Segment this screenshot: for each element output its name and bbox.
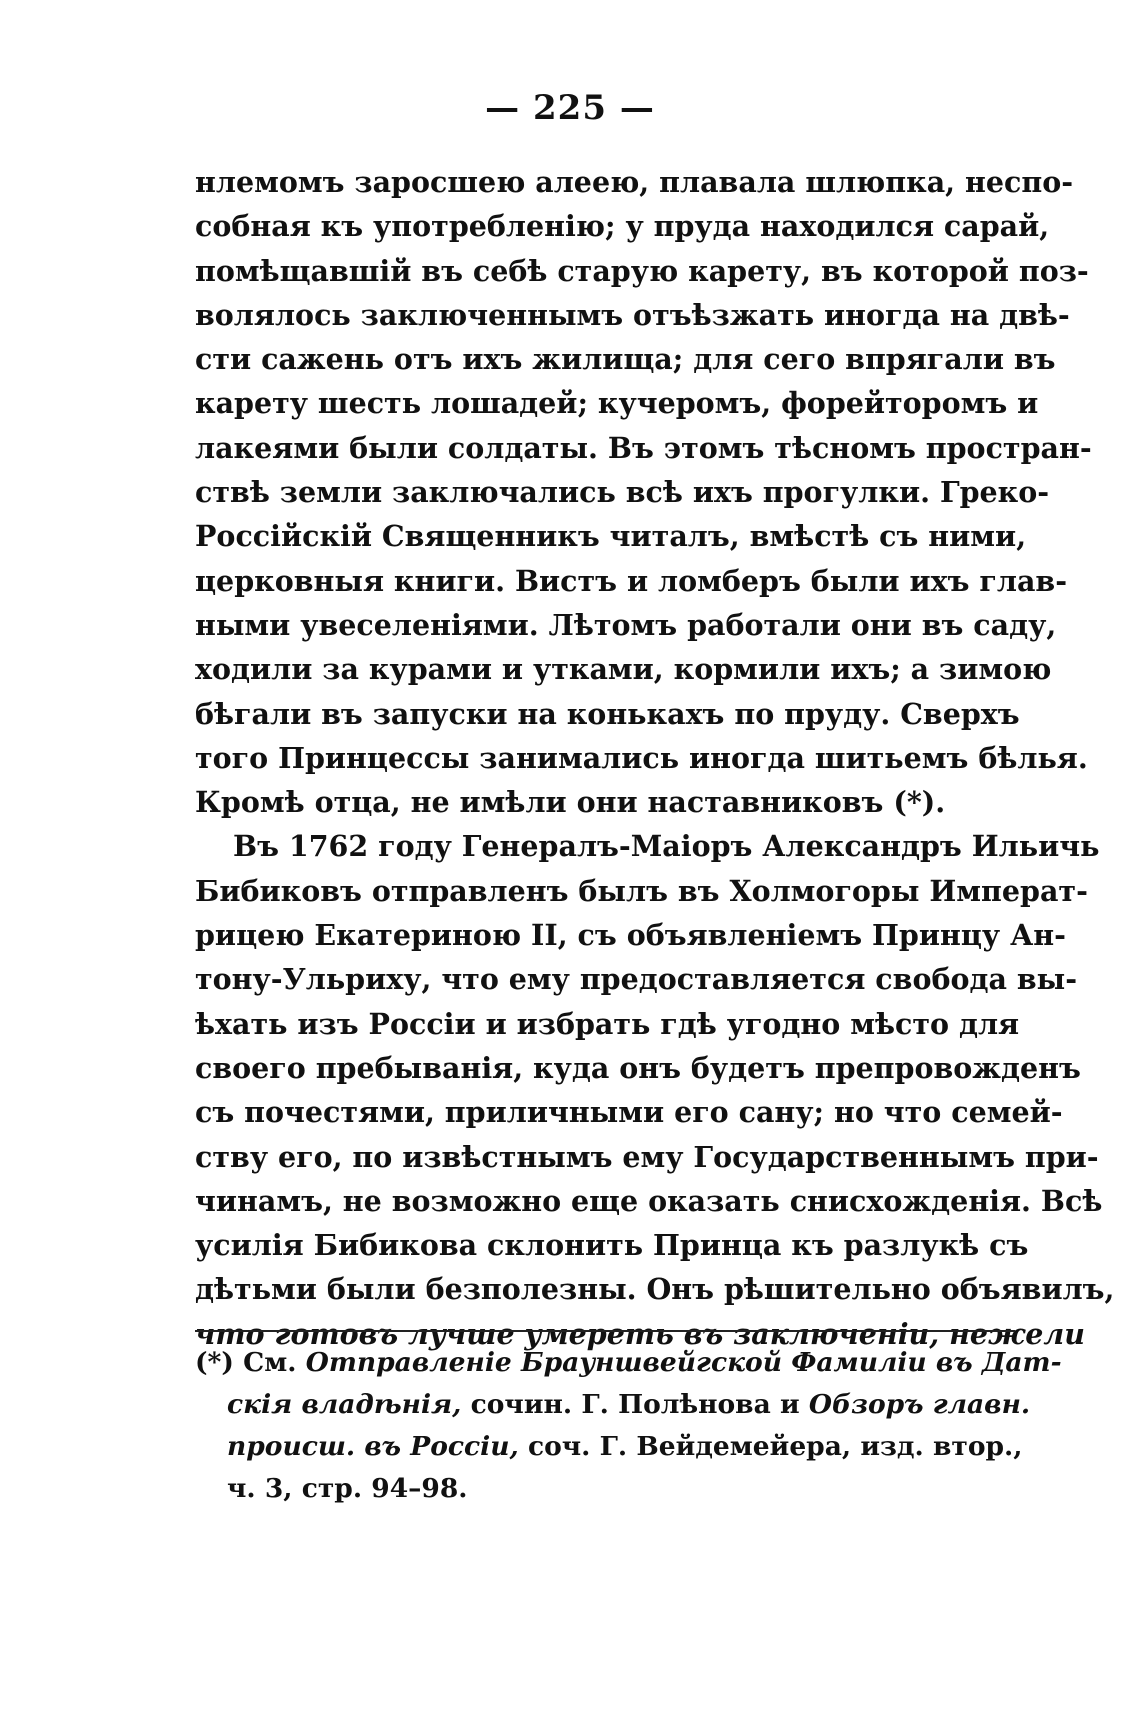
text-line: ными увеселеніями. Лѣтомъ работали они въ саду, xyxy=(195,607,1057,642)
text-line: лакеями были солдаты. Въ этомъ тѣсномъ простран- xyxy=(195,430,1092,465)
footnote-text: соч. Г. Вейдемейера, изд. втор., xyxy=(527,1431,1023,1462)
text-line: нлемомъ заросшею алеею, плавала шлюпка, неспо- xyxy=(195,165,1074,199)
footnote xyxy=(195,1342,1062,1510)
text-line: съ почестями, приличными его сану; но что семей- xyxy=(195,1095,1063,1130)
text-line: чинамъ, не возможно еще оказать снисхожденія. Всѣ xyxy=(195,1183,1103,1218)
paragraph-start-line: Въ 1762 году Генералъ-Маіоръ Александръ Ильичь xyxy=(233,829,1100,864)
text-line: церковныя книги. Вистъ и ломберъ были ихъ глав- xyxy=(195,563,1068,598)
footnote-divider xyxy=(195,1330,1015,1332)
text-line: того Принцессы занимались иногда шитьемъ бѣлья. xyxy=(195,740,1088,775)
text-line: бѣгали въ запуски на конькахъ по пруду. Сверхъ xyxy=(195,696,1020,731)
text-line: помѣщавшій въ себѣ старую карету, въ которой поз- xyxy=(195,253,1089,288)
text-line: усилія Бибикова склонить Принца къ разлукѣ съ xyxy=(195,1228,1029,1263)
footnote-title-cont: скія владѣнія, xyxy=(227,1389,462,1420)
text-line: собная къ употребленію; у пруда находился сарай, xyxy=(195,209,1050,244)
text-line: Россійскій Священникъ читалъ, вмѣстѣ съ ними, xyxy=(195,519,1027,554)
footnote-title-2: Обзоръ главн. xyxy=(808,1389,1031,1420)
text-line: дѣтьми были безполезны. Онъ рѣшительно объявилъ, xyxy=(195,1272,1115,1307)
text-line: ствѣ земли заключались всѣ ихъ прогулки. Греко- xyxy=(195,475,1050,510)
body-text xyxy=(195,160,1115,1356)
text-line: тону-Ульриху, что ему предоставляется свобода вы- xyxy=(195,962,1078,997)
footnote-line xyxy=(195,1384,1031,1426)
footnote-title-2-cont: происш. въ Россіи, xyxy=(227,1431,519,1462)
italic-text-line: что готовъ лучше умереть въ заключеніи, нежели xyxy=(195,1316,1085,1351)
footnote-abbrev: См. xyxy=(243,1347,297,1378)
text-line: волялось заключеннымъ отъѣзжать иногда на двѣ- xyxy=(195,297,1070,332)
footnote-marker: (*) xyxy=(195,1347,234,1378)
text-line: рицею Екатериною II, съ объявленіемъ Принцу Ан- xyxy=(195,918,1066,953)
paragraph-end-line: Кромѣ отца, не имѣли они наставниковъ (*). xyxy=(195,785,946,820)
footnote-title: Отправленіе Брауншвейгской Фамиліи въ Дат- xyxy=(305,1347,1062,1378)
text-line: ству его, по извѣстнымъ ему Государственнымъ при- xyxy=(195,1139,1099,1174)
footnote-text: сочин. Г. Полѣнова и xyxy=(470,1389,800,1420)
text-line: ходили за курами и утками, кормили ихъ; а зимою xyxy=(195,652,1052,687)
footnote-line xyxy=(195,1342,1062,1384)
text-line: сти сажень отъ ихъ жилища; для сего впрягали въ xyxy=(195,342,1056,377)
text-line: ѣхать изъ Россіи и избрать гдѣ угодно мѣсто для xyxy=(195,1006,1020,1041)
page-number: — 225 — xyxy=(485,88,655,128)
footnote-line: ч. 3, стр. 94–98. xyxy=(227,1473,468,1504)
text-line: своего пребыванія, куда онъ будетъ препровожденъ xyxy=(195,1050,1081,1085)
footnote-line xyxy=(195,1426,1023,1468)
text-line: карету шесть лошадей; кучеромъ, форейторомъ и xyxy=(195,386,1039,421)
text-line: Бибиковъ отправленъ былъ въ Холмогоры Императ- xyxy=(195,873,1088,908)
